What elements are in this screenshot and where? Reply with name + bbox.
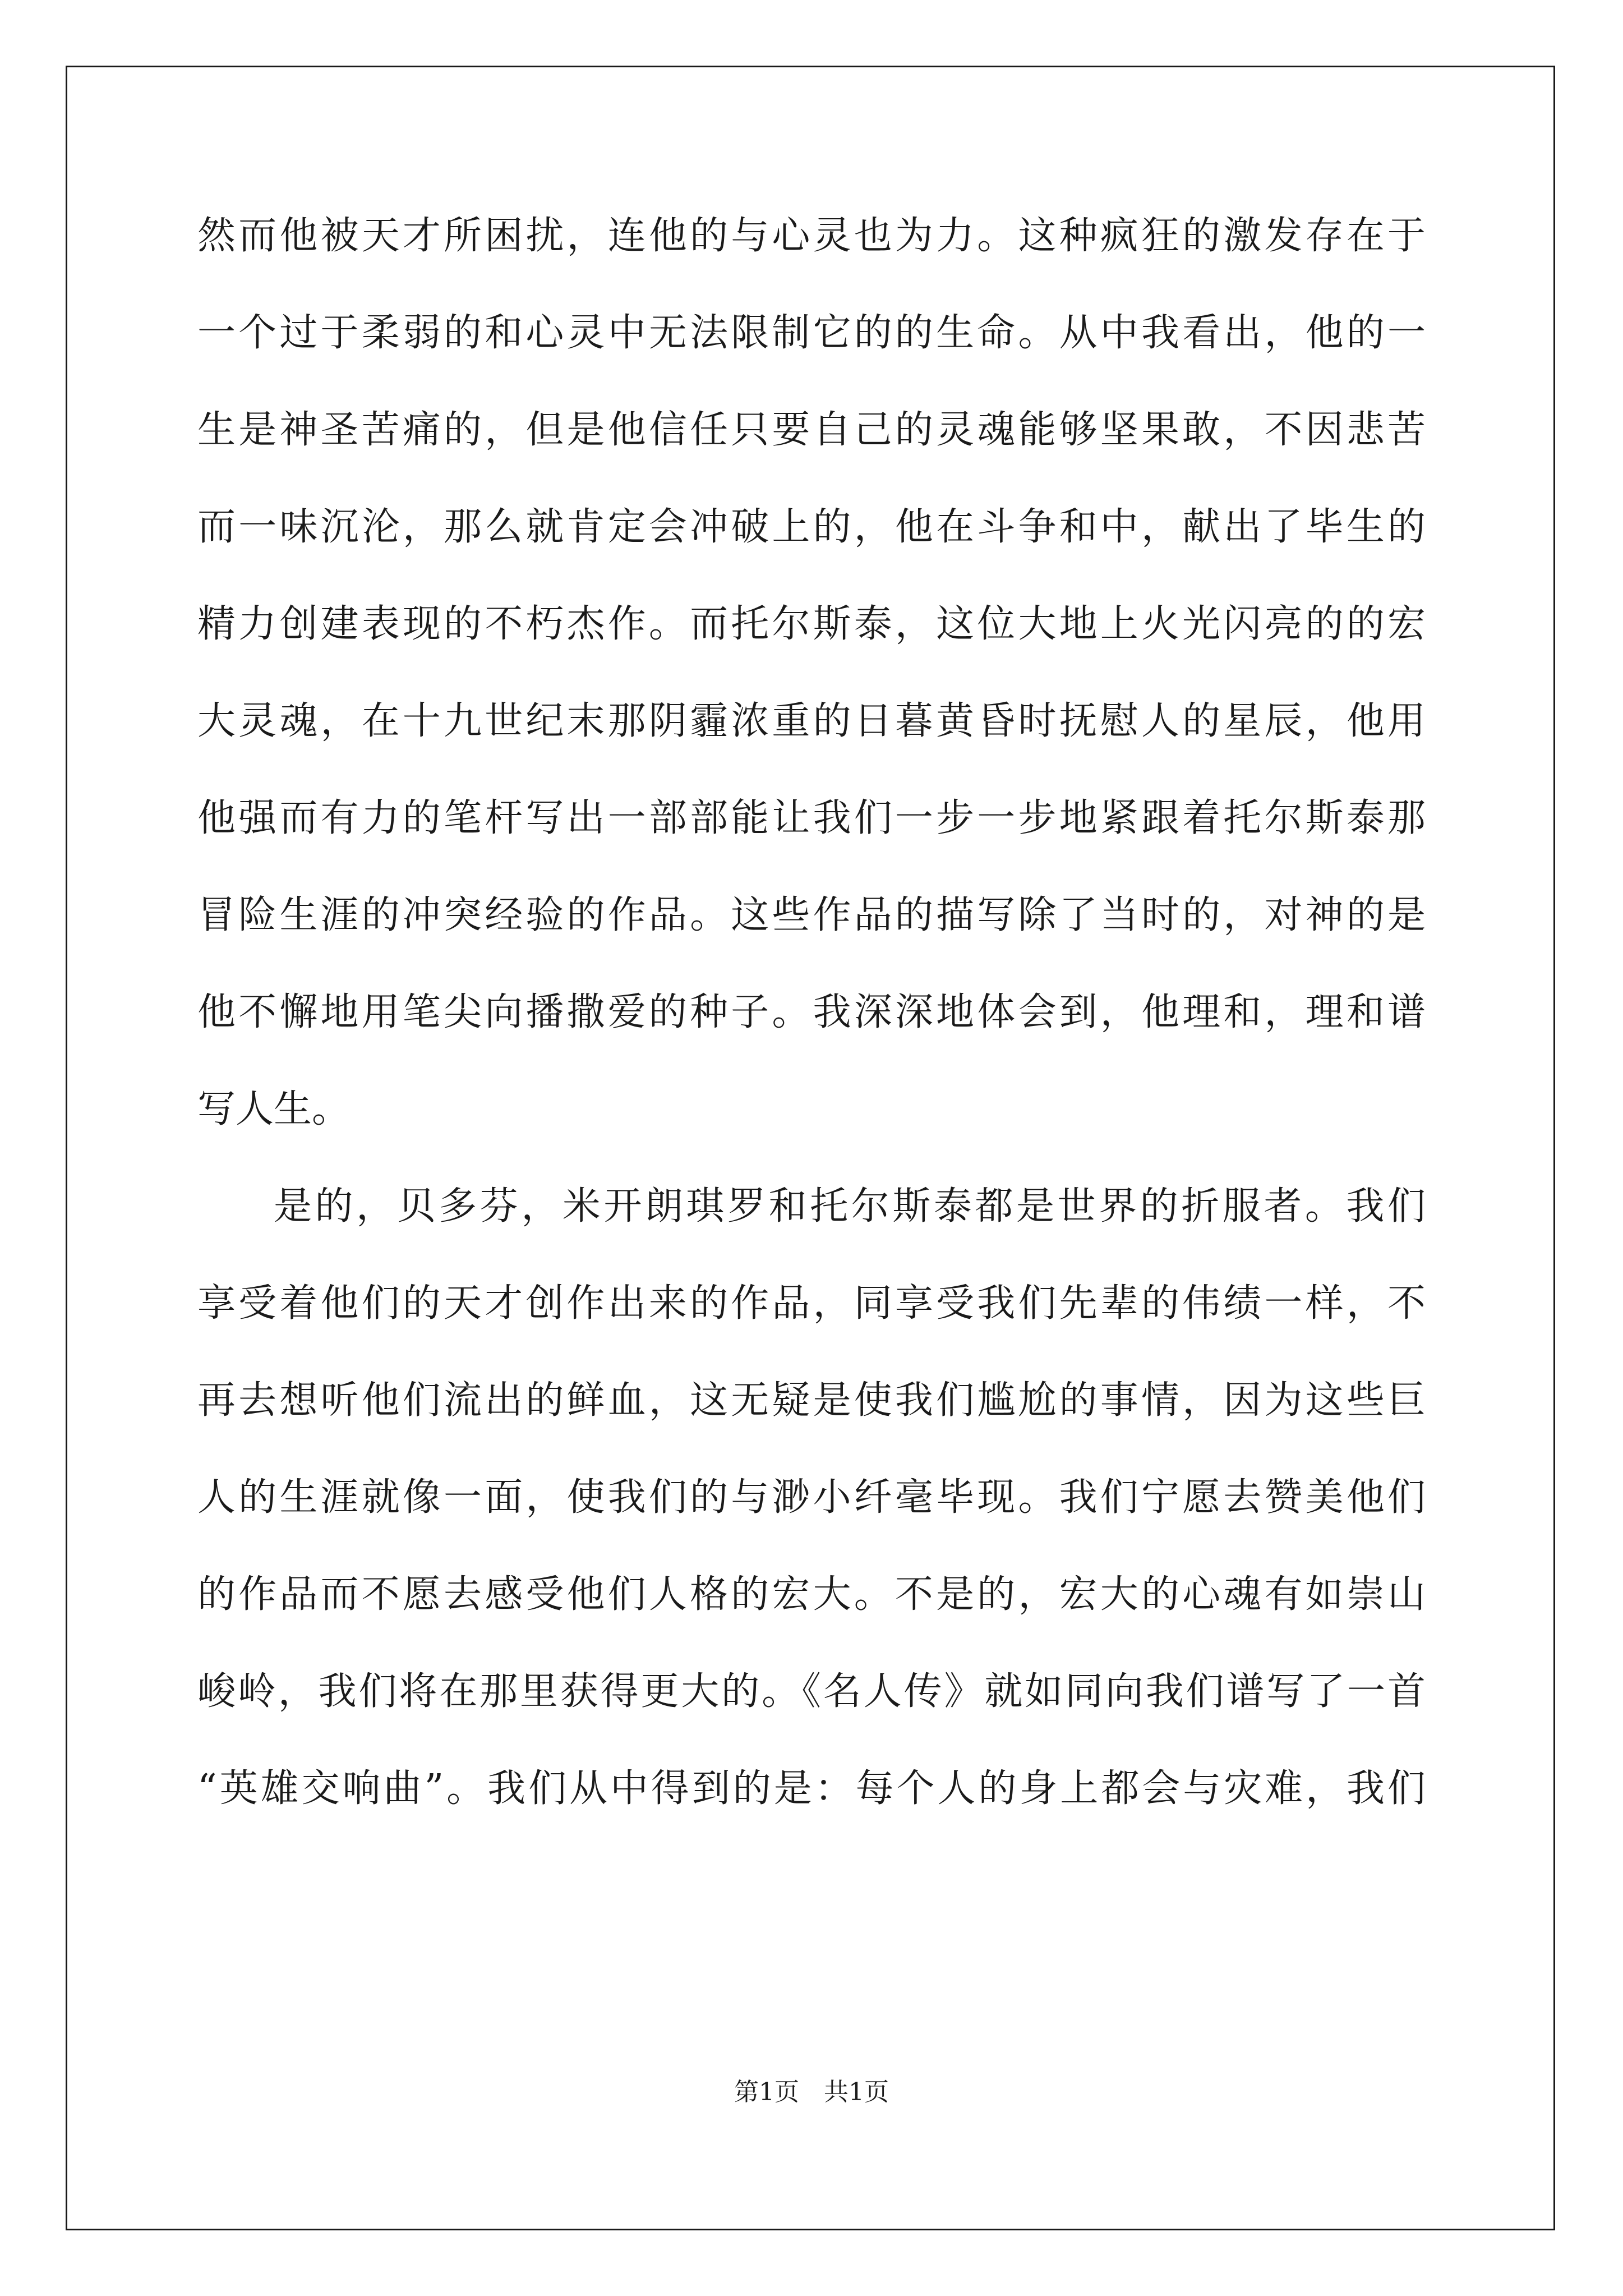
text-line: 他强而有力的笔杆写出一部部能让我们一步一步地紧跟着托尔斯泰那 [197,796,1426,840]
text-line: 冒险生涯的冲突经验的作品。这些作品的描写除了当时的，对神的是 [197,893,1426,937]
page-number-footer: 第1页 共1页 [734,2078,889,2106]
text-line: “英雄交响曲”。我们从中得到的是：每个人的身上都会与灾难，我们 [197,1766,1426,1811]
document-body [197,211,1426,1861]
text-line: 写人生。 [197,1087,351,1131]
text-line: 人的生涯就像一面，使我们的与渺小纤毫毕现。我们宁愿去赞美他们 [197,1475,1426,1520]
text-line: 再去想听他们流出的鲜血，这无疑是使我们尴尬的事情，因为这些巨 [197,1378,1426,1423]
text-line: 大灵魂，在十九世纪末那阴霾浓重的日暮黄昏时抚慰人的星辰，他用 [197,699,1426,743]
text-line: 一个过于柔弱的和心灵中无法限制它的的生命。从中我看出，他的一 [197,311,1426,355]
text-line: 的作品而不愿去感受他们人格的宏大。不是的，宏大的心魂有如崇山 [197,1572,1426,1617]
text-line: 享受着他们的天才创作出来的作品，同享受我们先辈的伟绩一样，不 [197,1281,1426,1326]
text-line: 峻岭，我们将在那里获得更大的。《名人传》就如同向我们谱写了一首 [197,1669,1426,1714]
text-line: 然而他被天才所困扰，连他的与心灵也为力。这种疯狂的激发存在于 [197,214,1426,258]
text-line: 生是神圣苦痛的，但是他信任只要自己的灵魂能够坚果敢，不因悲苦 [197,408,1426,452]
text-line: 他不懈地用笔尖向播撒爱的种子。我深深地体会到，他理和，理和谱 [197,990,1426,1034]
text-line: 精力创建表现的不朽杰作。而托尔斯泰，这位大地上火光闪亮的的宏 [197,602,1426,646]
text-line: 是的，贝多芬，米开朗琪罗和托尔斯泰都是世界的折服者。我们 [274,1184,1426,1228]
text-line: 而一味沉沦，那么就肯定会冲破上的，他在斗争和中，献出了毕生的 [197,505,1426,549]
